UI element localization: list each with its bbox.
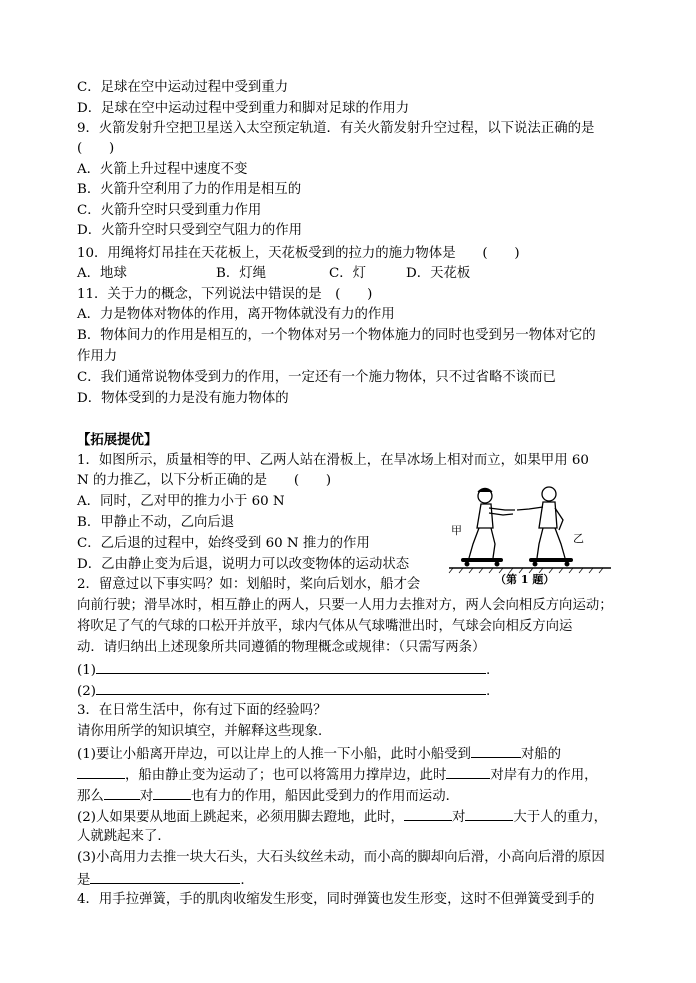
answer-blank[interactable] <box>77 764 125 779</box>
option-a: A．地球 <box>77 266 127 281</box>
exercise-3-3: (3)小高用力去推一块大石头，大石头纹丝未动，而小高的脚却向后滑，小高向后滑的原因 <box>77 850 605 865</box>
answer-blank[interactable] <box>404 806 452 821</box>
label-yi: 乙 <box>573 532 584 545</box>
text: 是 <box>77 873 91 888</box>
question-10: 10．用绳将灯吊挂在天花板上，天花板受到的拉力的施力物体是 ( ) <box>77 246 520 261</box>
option-line: B．物体间力的作用是相互的，一个物体对另一个物体施力的同时也受到另一物体对它的 <box>77 328 596 343</box>
exercise-3-1 <box>77 764 598 786</box>
option-b: B．灯绳 <box>216 266 267 281</box>
text: 那么 <box>77 789 104 804</box>
exercise-2: 动．请归纳出上述现象所共同遵循的物理概念或规律：（只需写两条） <box>77 640 486 655</box>
option-d: D．天花板 <box>406 266 471 281</box>
skaters-figure <box>445 480 615 586</box>
exercise-3-3 <box>77 869 245 891</box>
period: . <box>485 684 491 699</box>
text: 对 <box>139 789 154 804</box>
answer-line-1 <box>77 659 490 681</box>
option-line: C．足球在空中运动过程中受到重力 <box>77 80 289 95</box>
text: 也有力的作用，船因此受到力的作用而运动． <box>191 789 459 804</box>
text: ，船由静止变为运动了；也可以将篙用力撑岸边，此时 <box>125 768 447 783</box>
answer-number: (2) <box>77 684 96 699</box>
exercise-2: 向前行驶；滑旱冰时，相互静止的两人，只要一人用力去推对方，两人会向相反方向运动； <box>77 598 613 613</box>
answer-blank[interactable] <box>96 659 486 674</box>
answer-line-2 <box>77 680 490 702</box>
option-line: C．乙后退的过程中，始终受到 60 N 推力的作用 <box>77 536 370 551</box>
figure-caption: （第 1 题） <box>495 573 555 586</box>
answer-blank[interactable] <box>446 764 490 779</box>
exercise-3-1 <box>77 743 561 765</box>
option-line: D．乙由静止变为后退，说明力可以改变物体的运动状态 <box>77 557 410 572</box>
answer-blank[interactable] <box>153 785 191 800</box>
option-line: A．同时，乙对甲的推力小于 60 N <box>77 494 285 509</box>
answer-blank[interactable] <box>90 869 240 884</box>
exercise-3: 请你用所学的知识填空，并解释这些现象． <box>77 724 332 739</box>
exercise-3-1 <box>77 785 459 807</box>
answer-blank[interactable] <box>96 680 486 695</box>
answer-blank[interactable] <box>471 743 521 758</box>
label-jia: 甲 <box>451 524 462 537</box>
exercise-3: 3．在日常生活中，你有过下面的经验吗？ <box>77 703 327 718</box>
period: . <box>485 663 491 678</box>
question-10-options <box>77 264 470 284</box>
option-line: C．我们通常说物体受到力的作用，一定还有一个施力物体，只不过省略不谈而已 <box>77 370 556 385</box>
answer-blank[interactable] <box>104 785 140 800</box>
text: (1)要让小船离开岸边，可以让岸上的人推一下小船，此时小船受到 <box>77 747 471 762</box>
option-c: C．灯 <box>329 266 367 281</box>
exercise-2: 2．留意过以下事实吗？如：划船时，桨向后划水，船才会 <box>77 577 421 592</box>
option-line: A．力是物体对物体的作用，离开物体就没有力的作用 <box>77 307 395 322</box>
section-heading: 【拓展提优】 <box>77 432 158 448</box>
exercise-1: 1．如图所示，质量相等的甲、乙两人站在滑板上，在旱冰场上相对而立，如果甲用 60 <box>77 453 589 468</box>
text: 对岸有力的作用， <box>490 768 598 783</box>
option-line: A．火箭上升过程中速度不变 <box>77 162 248 177</box>
answer-bracket: ( ) <box>77 141 115 156</box>
question-9: 9．火箭发射升空把卫星送入太空预定轨道．有关火箭发射升空过程，以下说法正确的是 <box>77 121 595 136</box>
option-line: B．甲静止不动，乙向后退 <box>77 515 235 530</box>
option-line: 作用力 <box>77 349 118 364</box>
text: 大于人的重力， <box>513 810 608 825</box>
exercise-1: N 的力推乙，以下分析正确的是 ( ) <box>77 473 332 488</box>
text: 对船的 <box>520 747 562 762</box>
exercise-3-2 <box>77 806 607 828</box>
option-line: B．火箭升空利用了力的作用是相互的 <box>77 182 302 197</box>
text: (2)人如果要从地面上跳起来，必须用脚去蹬地，此时， <box>77 810 404 825</box>
option-line: D．足球在空中运动过程中受到重力和脚对足球的作用力 <box>77 101 410 116</box>
option-line: C．火箭升空时只受到重力作用 <box>77 203 262 218</box>
exercise-3-2: 人就跳起来了． <box>77 829 171 844</box>
exercise-2: 将吹足了气的气球的口松开并放平，球内气体从气球嘴泄出时，气球会向相反方向运 <box>77 619 573 634</box>
period: . <box>240 873 245 888</box>
text: 对 <box>451 810 466 825</box>
option-line: D．火箭升空时只受到空气阻力的作用 <box>77 223 302 238</box>
exercise-4: 4．用手拉弹簧，手的肌肉收缩发生形变，同时弹簧也发生形变，这时不但弹簧受到手的 <box>77 892 595 907</box>
answer-blank[interactable] <box>465 806 513 821</box>
answer-number: (1) <box>77 663 96 678</box>
option-line: D．物体受到的力是没有施力物体的 <box>77 391 289 406</box>
question-11: 11．关于力的概念，下列说法中错误的是 ( ) <box>77 287 373 302</box>
